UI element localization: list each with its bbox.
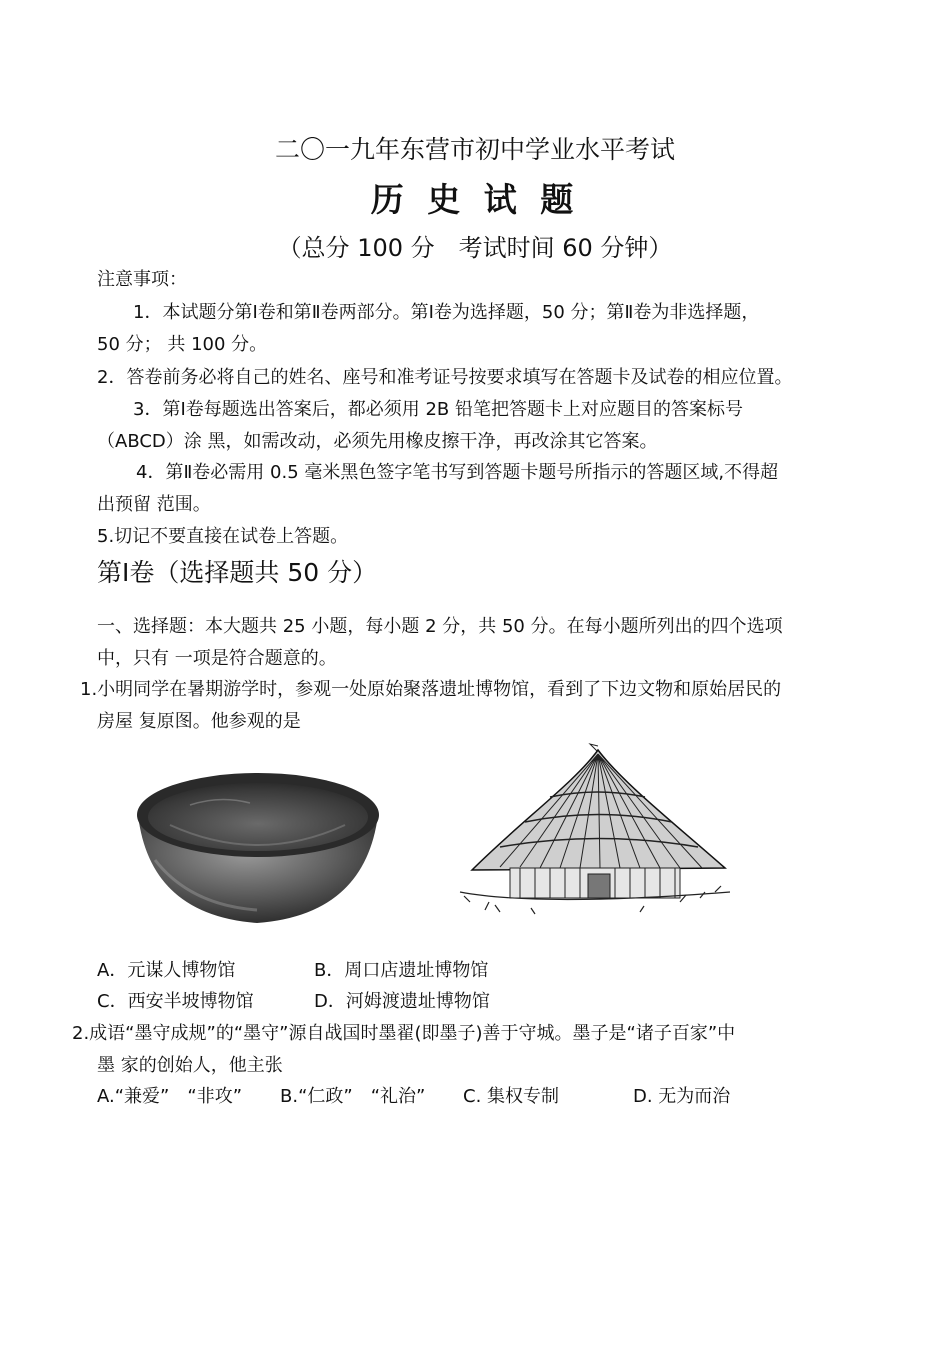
score-time-line: （总分 100 分 考试时间 60 分钟）: [277, 234, 673, 262]
question-2-stem-line-1: 2.成语“墨守成规”的“墨守”源自战国时墨翟(即墨子)善于守城。墨子是“诸子百家”中: [72, 1023, 736, 1044]
pottery-bowl-image: [130, 765, 385, 930]
q2-option-b: B.“仁政” “礼治”: [280, 1086, 426, 1107]
section-1-instruction-line-2: 中，只有 一项是符合题意的。: [97, 648, 337, 669]
notice-item-4-line-1: 4．第Ⅱ卷必需用 0.5 毫米黑色签字笔书写到答题卡题号所指示的答题区域,不得超: [136, 462, 779, 483]
question-2-stem-line-2: 墨 家的创始人，他主张: [97, 1055, 283, 1076]
question-1-stem-line-1: 1.小明同学在暑期游学时，参观一处原始聚落遗址博物馆，看到了下边文物和原始居民的: [80, 679, 782, 700]
q1-option-a: A．元谋人博物馆: [97, 960, 236, 981]
notice-item-4-line-2: 出预留 范围。: [97, 494, 211, 515]
q2-option-c: C. 集权专制: [463, 1086, 560, 1107]
notice-item-1-line-1: 1．本试题分第Ⅰ卷和第Ⅱ卷两部分。第Ⅰ卷为选择题，50 分；第Ⅱ卷为非选择题，: [133, 302, 760, 323]
q2-option-d: D. 无为而治: [633, 1086, 731, 1107]
notice-item-3-line-1: 3．第Ⅰ卷每题选出答案后，都必须用 2B 铅笔把答题卡上对应题目的答案标号: [133, 399, 744, 420]
q1-option-c: C．西安半坡博物馆: [97, 991, 254, 1012]
q1-option-d: D．河姆渡遗址博物馆: [314, 991, 490, 1012]
q2-option-a: A.“兼爱” “非攻”: [97, 1086, 243, 1107]
section-1-instruction-line-1: 一、选择题：本大题共 25 小题，每小题 2 分，共 50 分。在每小题所列出的四个选项: [97, 616, 783, 637]
question-1-stem-line-2: 房屋 复原图。他参观的是: [97, 711, 301, 732]
q1-option-b: B．周口店遗址博物馆: [314, 960, 489, 981]
thatched-hut-image: [440, 742, 740, 922]
subject-title: 历 史 试 题: [370, 180, 580, 219]
notice-heading: 注意事项：: [97, 269, 187, 290]
notice-item-3-line-2: （ABCD）涂 黑，如需改动，必须先用橡皮擦干净，再改涂其它答案。: [97, 431, 658, 452]
notice-item-5-line-1: 5.切记不要直接在试卷上答题。: [97, 526, 349, 547]
section-1-title: 第Ⅰ卷（选择题共 50 分）: [97, 558, 378, 587]
notice-item-2-line-1: 2．答卷前务必将自己的姓名、座号和准考证号按要求填写在答题卡及试卷的相应位置。: [97, 367, 793, 388]
notice-item-1-line-2: 50 分； 共 100 分。: [97, 334, 268, 355]
exam-title: 二〇一九年东营市初中学业水平考试: [274, 135, 675, 164]
